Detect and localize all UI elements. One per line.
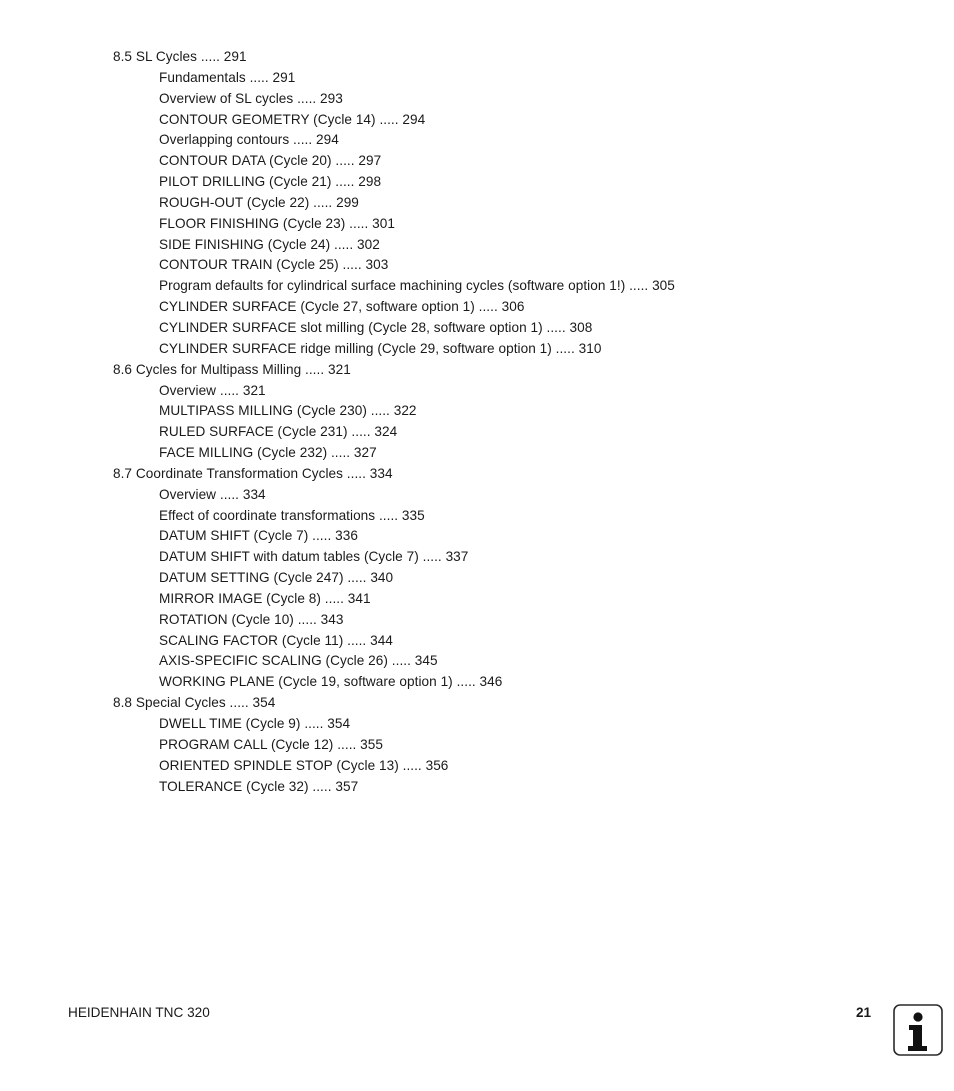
toc-entry: TOLERANCE (Cycle 32) ..... 357 (159, 778, 359, 794)
toc-entry: MULTIPASS MILLING (Cycle 230) ..... 322 (159, 403, 417, 419)
toc-entry: Effect of coordinate transformations ..... 335 (159, 507, 425, 523)
toc-entry: AXIS-SPECIFIC SCALING (Cycle 26) ..... 345 (159, 653, 438, 669)
toc-entry: CYLINDER SURFACE slot milling (Cycle 28, software option 1) ..... 308 (159, 319, 593, 335)
toc-section-heading: 8.6 Cycles for Multipass Milling ..... 321 (113, 361, 351, 377)
toc-entry: Overlapping contours ..... 294 (159, 132, 339, 148)
toc-entry: DATUM SETTING (Cycle 247) ..... 340 (159, 570, 394, 586)
toc-section-heading: 8.5 SL Cycles ..... 291 (113, 49, 247, 64)
toc-entry: CONTOUR GEOMETRY (Cycle 14) ..... 294 (159, 111, 426, 127)
toc-entry: CONTOUR DATA (Cycle 20) ..... 297 (159, 153, 382, 169)
footer-title: HEIDENHAIN TNC 320 (68, 1005, 210, 1020)
toc-entry: Overview ..... 321 (159, 382, 266, 398)
toc-entry: PROGRAM CALL (Cycle 12) ..... 355 (159, 736, 384, 752)
table-of-contents (0, 47, 954, 797)
toc-entry: FACE MILLING (Cycle 232) ..... 327 (159, 445, 377, 461)
toc-entry: FLOOR FINISHING (Cycle 23) ..... 301 (159, 215, 395, 231)
toc-entry: ROUGH-OUT (Cycle 22) ..... 299 (159, 194, 359, 210)
toc-section-heading: 8.7 Coordinate Transformation Cycles ..... 334 (113, 465, 393, 481)
toc-entry: Overview of SL cycles ..... 293 (159, 90, 343, 106)
toc-entry: RULED SURFACE (Cycle 231) ..... 324 (159, 424, 398, 440)
toc-entry: WORKING PLANE (Cycle 19, software option 1) ..... 346 (159, 674, 503, 690)
info-icon (893, 1004, 943, 1056)
page-number: 21 (856, 1005, 872, 1020)
toc-entry: MIRROR IMAGE (Cycle 8) ..... 341 (159, 590, 371, 606)
toc-entry: ORIENTED SPINDLE STOP (Cycle 13) ..... 356 (159, 757, 449, 773)
toc-entry: DATUM SHIFT (Cycle 7) ..... 336 (159, 528, 358, 544)
toc-entry: Overview ..... 334 (159, 486, 266, 502)
toc-entry: CYLINDER SURFACE ridge milling (Cycle 29, software option 1) ..... 310 (159, 340, 602, 356)
toc-entry: DATUM SHIFT with datum tables (Cycle 7) ..... 337 (159, 549, 469, 565)
toc-entry: Fundamentals ..... 291 (159, 69, 296, 85)
toc-entry: CONTOUR TRAIN (Cycle 25) ..... 303 (159, 257, 389, 273)
toc-entry: ROTATION (Cycle 10) ..... 343 (159, 611, 344, 627)
toc-entry: PILOT DRILLING (Cycle 21) ..... 298 (159, 174, 382, 190)
toc-entry: DWELL TIME (Cycle 9) ..... 354 (159, 716, 351, 731)
toc-entry: SIDE FINISHING (Cycle 24) ..... 302 (159, 236, 380, 252)
toc-entry: Program defaults for cylindrical surface machining cycles (software option 1!) ..... 305 (159, 278, 675, 294)
toc-entry: SCALING FACTOR (Cycle 11) ..... 344 (159, 632, 393, 648)
toc-entry: CYLINDER SURFACE (Cycle 27, software option 1) ..... 306 (159, 299, 525, 315)
toc-section-heading: 8.8 Special Cycles ..... 354 (113, 695, 276, 711)
